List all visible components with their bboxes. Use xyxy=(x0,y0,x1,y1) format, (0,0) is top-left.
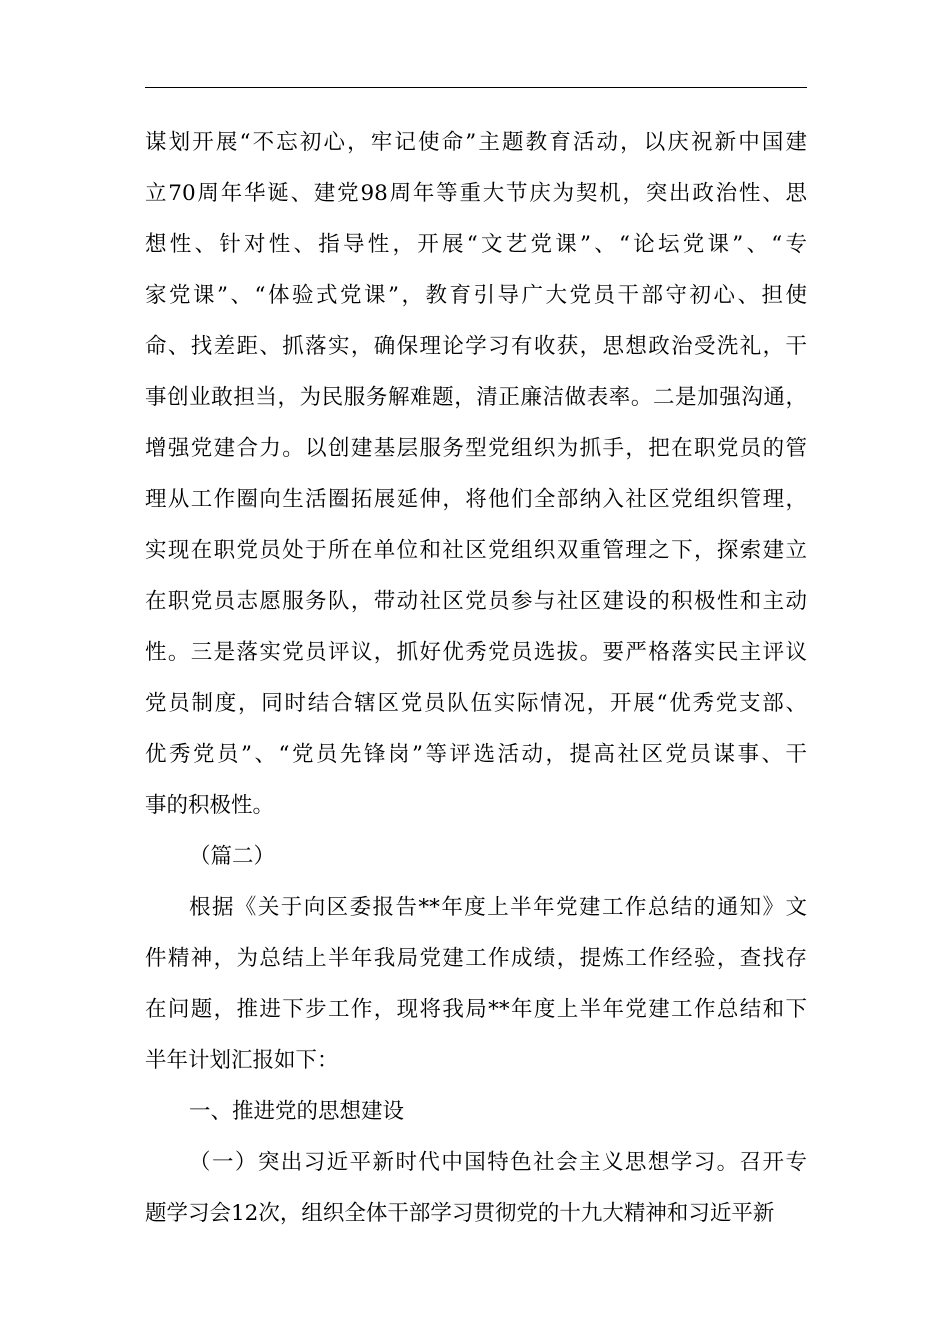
para-1-line: 党员制度，同时结合辖区党员队伍实际情况，开展“优秀党支部、 xyxy=(145,691,807,716)
heading-1-line: 一、推进党的思想建设 xyxy=(189,1099,405,1124)
para-1-line: 想性、针对性、指导性，开展“文艺党课”、“论坛党课”、“专 xyxy=(145,232,807,257)
para-2-line: 根据《关于向区委报告**年度上半年党建工作总结的通知》文 xyxy=(189,895,807,920)
para-1-line: 事的积极性。 xyxy=(145,793,275,818)
para-1-line: 性。三是落实党员评议，抓好优秀党员选拔。要严格落实民主评议 xyxy=(145,640,807,665)
para-1-line: 实现在职党员处于所在单位和社区党组织双重管理之下，探索建立 xyxy=(145,538,807,563)
para-1-line: 事创业敢担当，为民服务解难题，清正廉洁做表率。二是加强沟通， xyxy=(145,385,807,410)
para-2-line: 半年计划汇报如下： xyxy=(145,1048,339,1073)
para-2-line: 件精神，为总结上半年我局党建工作成绩，提炼工作经验，查找存 xyxy=(145,946,807,971)
para-1-line: 立70周年华诞、建党98周年等重大节庆为契机，突出政治性、思 xyxy=(145,181,807,206)
para-1-line: 家党课”、“体验式党课”，教育引导广大党员干部守初心、担使 xyxy=(145,283,807,308)
header-rule xyxy=(145,87,807,88)
para-1-line: 谋划开展“不忘初心，牢记使命”主题教育活动，以庆祝新中国建 xyxy=(145,130,807,155)
para-3-line: 题学习会12次，组织全体干部学习贯彻党的十九大精神和习近平新 xyxy=(145,1201,775,1226)
para-1-line: 优秀党员”、“党员先锋岗”等评选活动，提高社区党员谋事、干 xyxy=(145,742,807,767)
para-3-line: （一）突出习近平新时代中国特色社会主义思想学习。召开专 xyxy=(189,1150,807,1175)
section-heading-line: （篇二） xyxy=(189,844,276,869)
para-1-line: 在职党员志愿服务队，带动社区党员参与社区建设的积极性和主动 xyxy=(145,589,807,614)
para-1-line: 增强党建合力。以创建基层服务型党组织为抓手，把在职党员的管 xyxy=(145,436,807,461)
para-1-line: 命、找差距、抓落实，确保理论学习有收获，思想政治受洗礼，干 xyxy=(145,334,807,359)
para-2-line: 在问题，推进下步工作，现将我局**年度上半年党建工作总结和下 xyxy=(145,997,807,1022)
para-1-line: 理从工作圈向生活圈拓展延伸，将他们全部纳入社区党组织管理， xyxy=(145,487,807,512)
document-body xyxy=(145,117,807,1239)
